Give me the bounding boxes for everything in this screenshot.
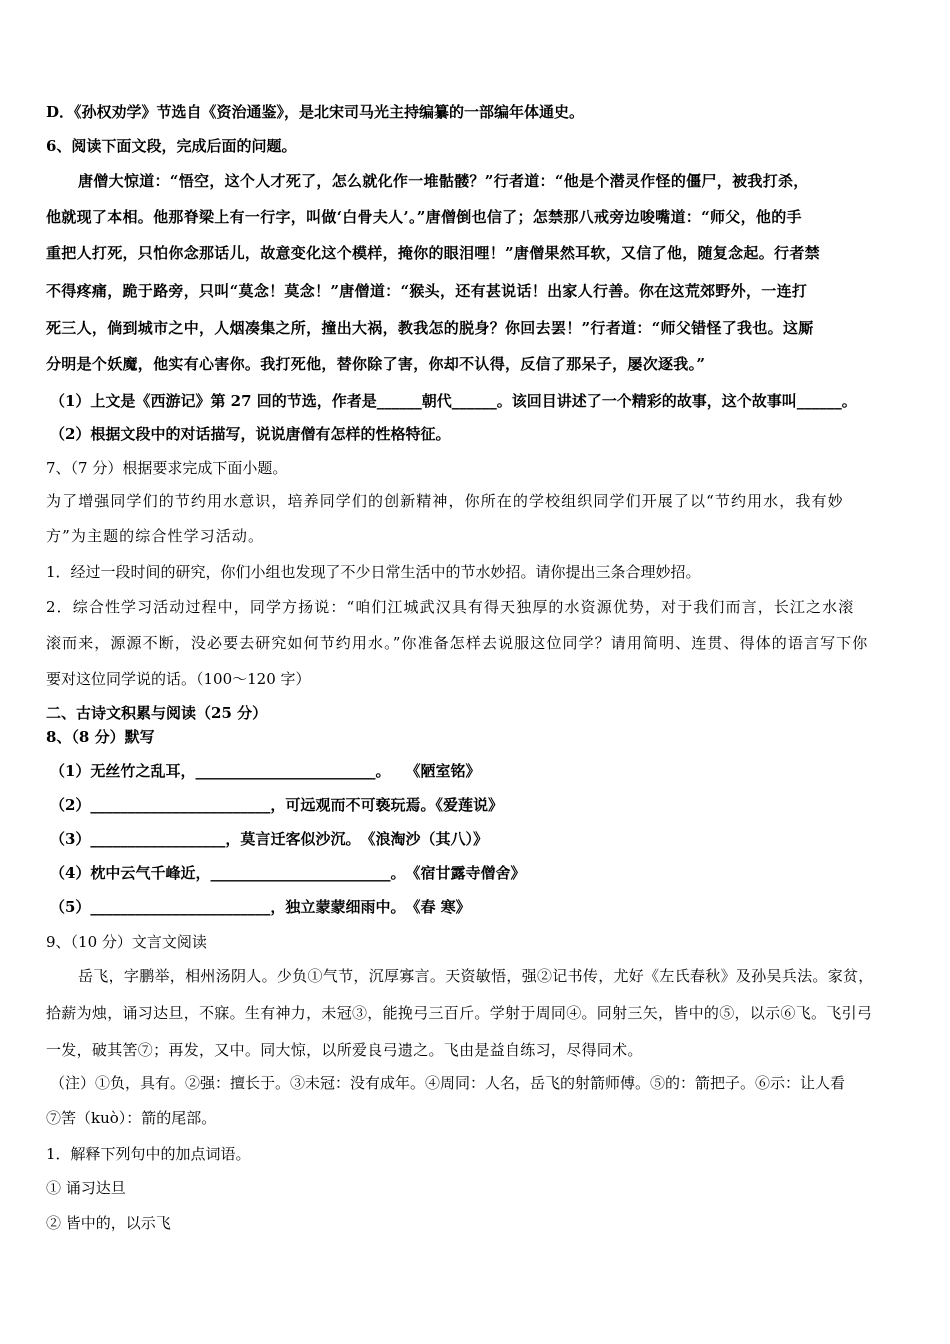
q6-passage-line: 他就现了本相。他那脊梁上有一行字，叫做‘白骨夫人’。”唐僧倒也信了；怎禁那八戒旁边唆嘴道：“师父，他的手 (46, 208, 802, 226)
q9-passage-line: 一发，破其筈⑦；再发，又中。同大惊，以所爱良弓遗之。飞由是益自练习，尽得同术。 (46, 1041, 643, 1059)
q8-fill-line: （5）________________________，独立蒙蒙细雨中。 《春 寒》 (50, 898, 471, 916)
q5-option-d: D．《孙权劝学》节选自《资治通鉴》，是北宋司马光主持编纂的一部编年体通史。 (46, 103, 585, 121)
q9-notes-line: ⑦筈（kuò）：箭的尾部。 (46, 1109, 217, 1127)
q9-notes-line: （注）①负，具有。②强：擅长于。③未冠：没有成年。④周同：人名，岳飞的射箭师傅。⑤的：箭把子。⑥示：让人看 (50, 1074, 846, 1092)
q7-intro-line: 方”为主题的综合性学习活动。 (46, 527, 265, 545)
q6-sub-question-1: （1）上文是《西游记》第 27 回的节选，作者是______朝代______。该回目讲述了一个精彩的故事，这个故事叫______。 (50, 392, 857, 410)
q7-intro-line: 为了增强同学们的节约用水意识，培养同学们的创新精神，你所在的学校组织同学们开展了以“节约用水，我有妙 (46, 492, 844, 510)
q6-heading: 6、阅读下面文段，完成后面的问题。 (46, 137, 297, 155)
q8-fill-line: （2）________________________，可远观而不可亵玩焉。《爱莲说》 (50, 796, 503, 814)
q6-passage-line: 重把人打死，只怕你念那话儿，故意变化这个模样，掩你的眼泪哩！”唐僧果然耳软，又信了他，随复念起。行者禁 (46, 244, 820, 262)
q8-heading: 8、（8 分）默写 (46, 728, 155, 746)
q7-item-2-line: 滚而来，源源不断，没必要去研究如何节约用水。”你准备怎样去说服这位同学？请用简明、连贯、得体的语言写下你 (46, 634, 869, 652)
q7-item-2-line: 要对这位同学说的话。（100～120 字） (46, 670, 311, 688)
q7-item-2-line: 2．综合性学习活动过程中，同学方扬说：“咱们江城武汉具有得天独厚的水资源优势，对于我们而言，长江之水滚 (46, 598, 855, 616)
q9-passage-line: 岳飞，字鹏举，相州汤阴人。少负①气节，沉厚寡言。天资敏悟，强②记书传，尤好《左氏春秋》及孙吴兵法。家贫， (78, 967, 874, 985)
q9-passage-line: 拾薪为烛，诵习达旦，不寐。生有神力，未冠③，能挽弓三百斤。学射于周同④。同射三矢，皆中的⑤，以示⑥飞。飞引弓 (46, 1004, 873, 1022)
q6-passage-line: 分明是个妖魔，他实有心害你。我打死他，替你除了害，你却不认得，反信了那呆子，屡次逐我。” (46, 355, 706, 373)
q6-passage-line: 唐僧大惊道：“悟空，这个人才死了，怎么就化作一堆骷髅？”行者道：“他是个潜灵作怪的僵尸，被我打杀， (78, 172, 809, 190)
section-2-title: 二、古诗文积累与阅读（25 分） (46, 704, 268, 722)
q9-sub-item: ① 诵习达旦 (46, 1179, 126, 1197)
q6-passage-line: 死三人，倘到城市之中，人烟凑集之所，撞出大祸，教我怎的脱身？你回去罢！”行者道：“师父错怪了我也。这厮 (46, 319, 814, 337)
q7-heading: 7、（7 分）根据要求完成下面小题。 (46, 459, 288, 477)
q8-fill-line: （1）无丝竹之乱耳，________________________。 《陋室铭》 (50, 762, 481, 780)
q7-item-1: 1．经过一段时间的研究，你们小组也发现了不少日常生活中的节水妙招。请你提出三条合理妙招。 (46, 563, 701, 581)
q6-passage-line: 不得疼痛，跪于路旁，只叫“莫念！莫念！”唐僧道：“猴头，还有甚说话！出家人行善。你在这荒郊野外，一连打 (46, 282, 808, 300)
q8-fill-line: （3）__________________，莫言迁客似沙沉。 《浪淘沙（其八）》 (50, 830, 488, 848)
q9-heading: 9、（10 分）文言文阅读 (46, 933, 207, 951)
q9-sub-item: ② 皆中的，以示飞 (46, 1214, 171, 1232)
q8-fill-line: （4）枕中云气千峰近，________________________。 《宿甘露寺僧舍》 (50, 864, 526, 882)
q9-item-1: 1．解释下列句中的加点词语。 (46, 1145, 251, 1163)
q6-sub-question-2: （2）根据文段中的对话描写，说说唐僧有怎样的性格特征。 (50, 425, 451, 443)
